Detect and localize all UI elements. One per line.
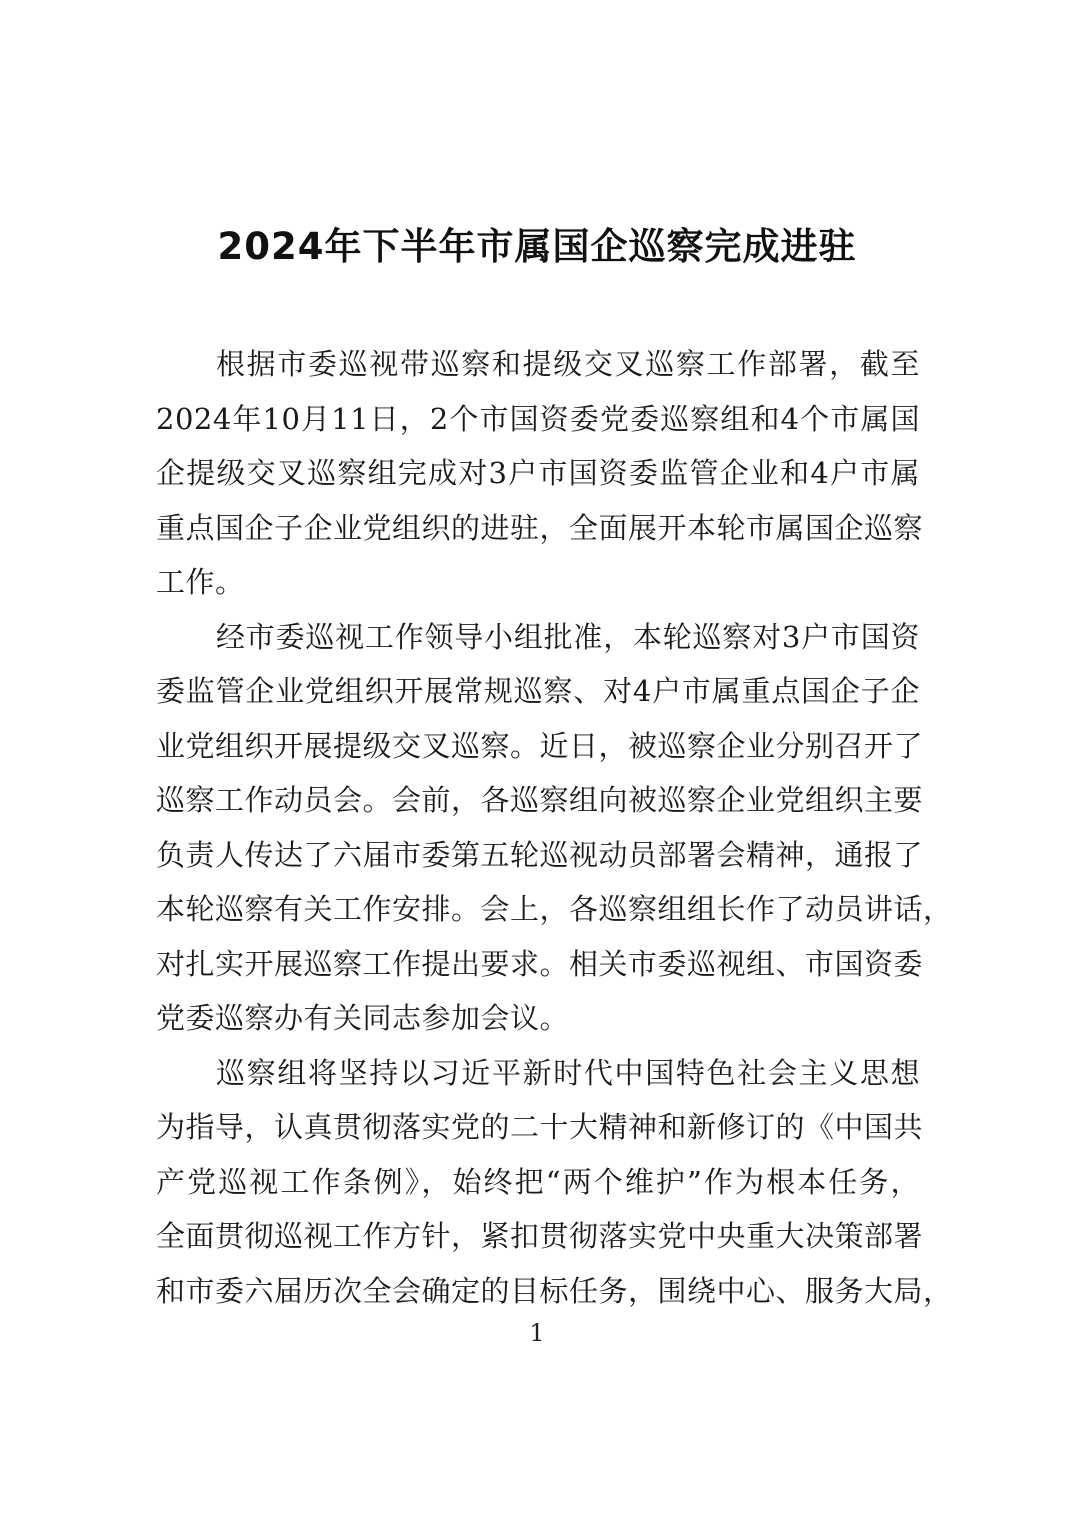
paragraph-2-line-6: 本轮巡察有关工作安排。会上，各巡察组组长作了动员讲话， [156, 892, 953, 926]
paragraph-2-line-1: 经市委巡视工作领导小组批准，本轮巡察对3户市国资 [216, 619, 920, 654]
paragraph-1-line-3: 企提级交叉巡察组完成对3户市国资委监管企业和4户市属 [156, 456, 920, 490]
paragraph-3-line-5: 和市委六届历次全会确定的目标任务，围绕中心、服务大局， [156, 1273, 953, 1308]
paragraph-3-line-4: 全面贯彻巡视工作方针，紧扣贯彻落实党中央重大决策部署 [156, 1219, 924, 1253]
document-body [156, 337, 953, 1318]
paragraph-2-line-3: 业党组织开展提级交叉巡察。近日，被巡察企业分别召开了 [156, 728, 924, 763]
paragraph-1-line-4: 重点国企子企业党组织的进驻，全面展开本轮市属国企巡察 [156, 510, 924, 545]
paragraph-3-line-1: 巡察组将坚持以习近平新时代中国特色社会主义思想 [216, 1055, 920, 1090]
paragraph-2-line-2: 委监管企业党组织开展常规巡察、对4户市属重点国企子企 [156, 674, 920, 708]
paragraph-1-line-2: 2024年10月11日，2个市国资委党委巡察组和4个市属国 [156, 401, 920, 436]
paragraph-3-line-3: 产党巡视工作条例》，始终把“两个维护”作为根本任务， [156, 1164, 920, 1199]
paragraph-2-line-7: 对扎实开展巡察工作提出要求。相关市委巡视组、市国资委 [156, 946, 924, 981]
paragraph-1-line-1: 根据市委巡视带巡察和提级交叉巡察工作部署，截至 [216, 347, 920, 381]
paragraph-2-line-4: 巡察工作动员会。会前，各巡察组向被巡察企业党组织主要 [156, 783, 924, 817]
paragraph-2-line-5: 负责人传达了六届市委第五轮巡视动员部署会精神，通报了 [156, 837, 924, 872]
paragraph-2-line-8: 党委巡察办有关同志参加会议。 [156, 1001, 570, 1035]
page-number: 1 [529, 1319, 545, 1347]
document-title: 2024年下半年市属国企巡察完成进驻 [217, 225, 857, 268]
paragraph-1-line-5: 工作。 [156, 565, 245, 599]
paragraph-3-line-2: 为指导，认真贯彻落实党的二十大精神和新修订的《中国共 [156, 1110, 924, 1144]
